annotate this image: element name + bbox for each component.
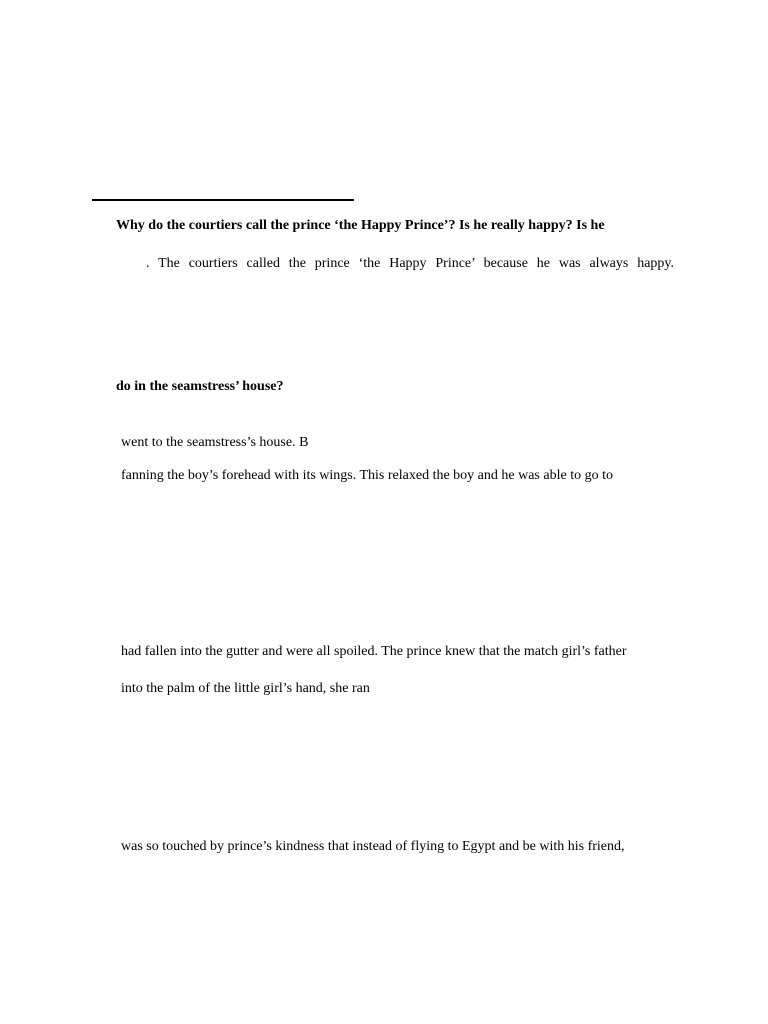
answer-line-5: into the palm of the little girl’s hand, she ran: [121, 681, 370, 696]
question-line-1: Why do the courtiers call the prince ‘the Happy Prince’? Is he really happy? Is he: [116, 218, 605, 233]
footnote-separator-rule: [92, 199, 354, 201]
answer-line-3: fanning the boy’s forehead with its wings. This relaxed the boy and he was able to go to: [121, 468, 613, 483]
answer-line-1: . The courtiers called the prince ‘the Happy Prince’ because he was always happy.: [146, 256, 674, 271]
answer-line-4: had fallen into the gutter and were all spoiled. The prince knew that the match girl’s father: [121, 644, 627, 659]
question-line-2: do in the seamstress’ house?: [116, 379, 284, 394]
answer-line-2: went to the seamstress’s house. B: [121, 435, 309, 450]
answer-line-6: was so touched by prince’s kindness that instead of flying to Egypt and be with his friend,: [121, 839, 625, 854]
